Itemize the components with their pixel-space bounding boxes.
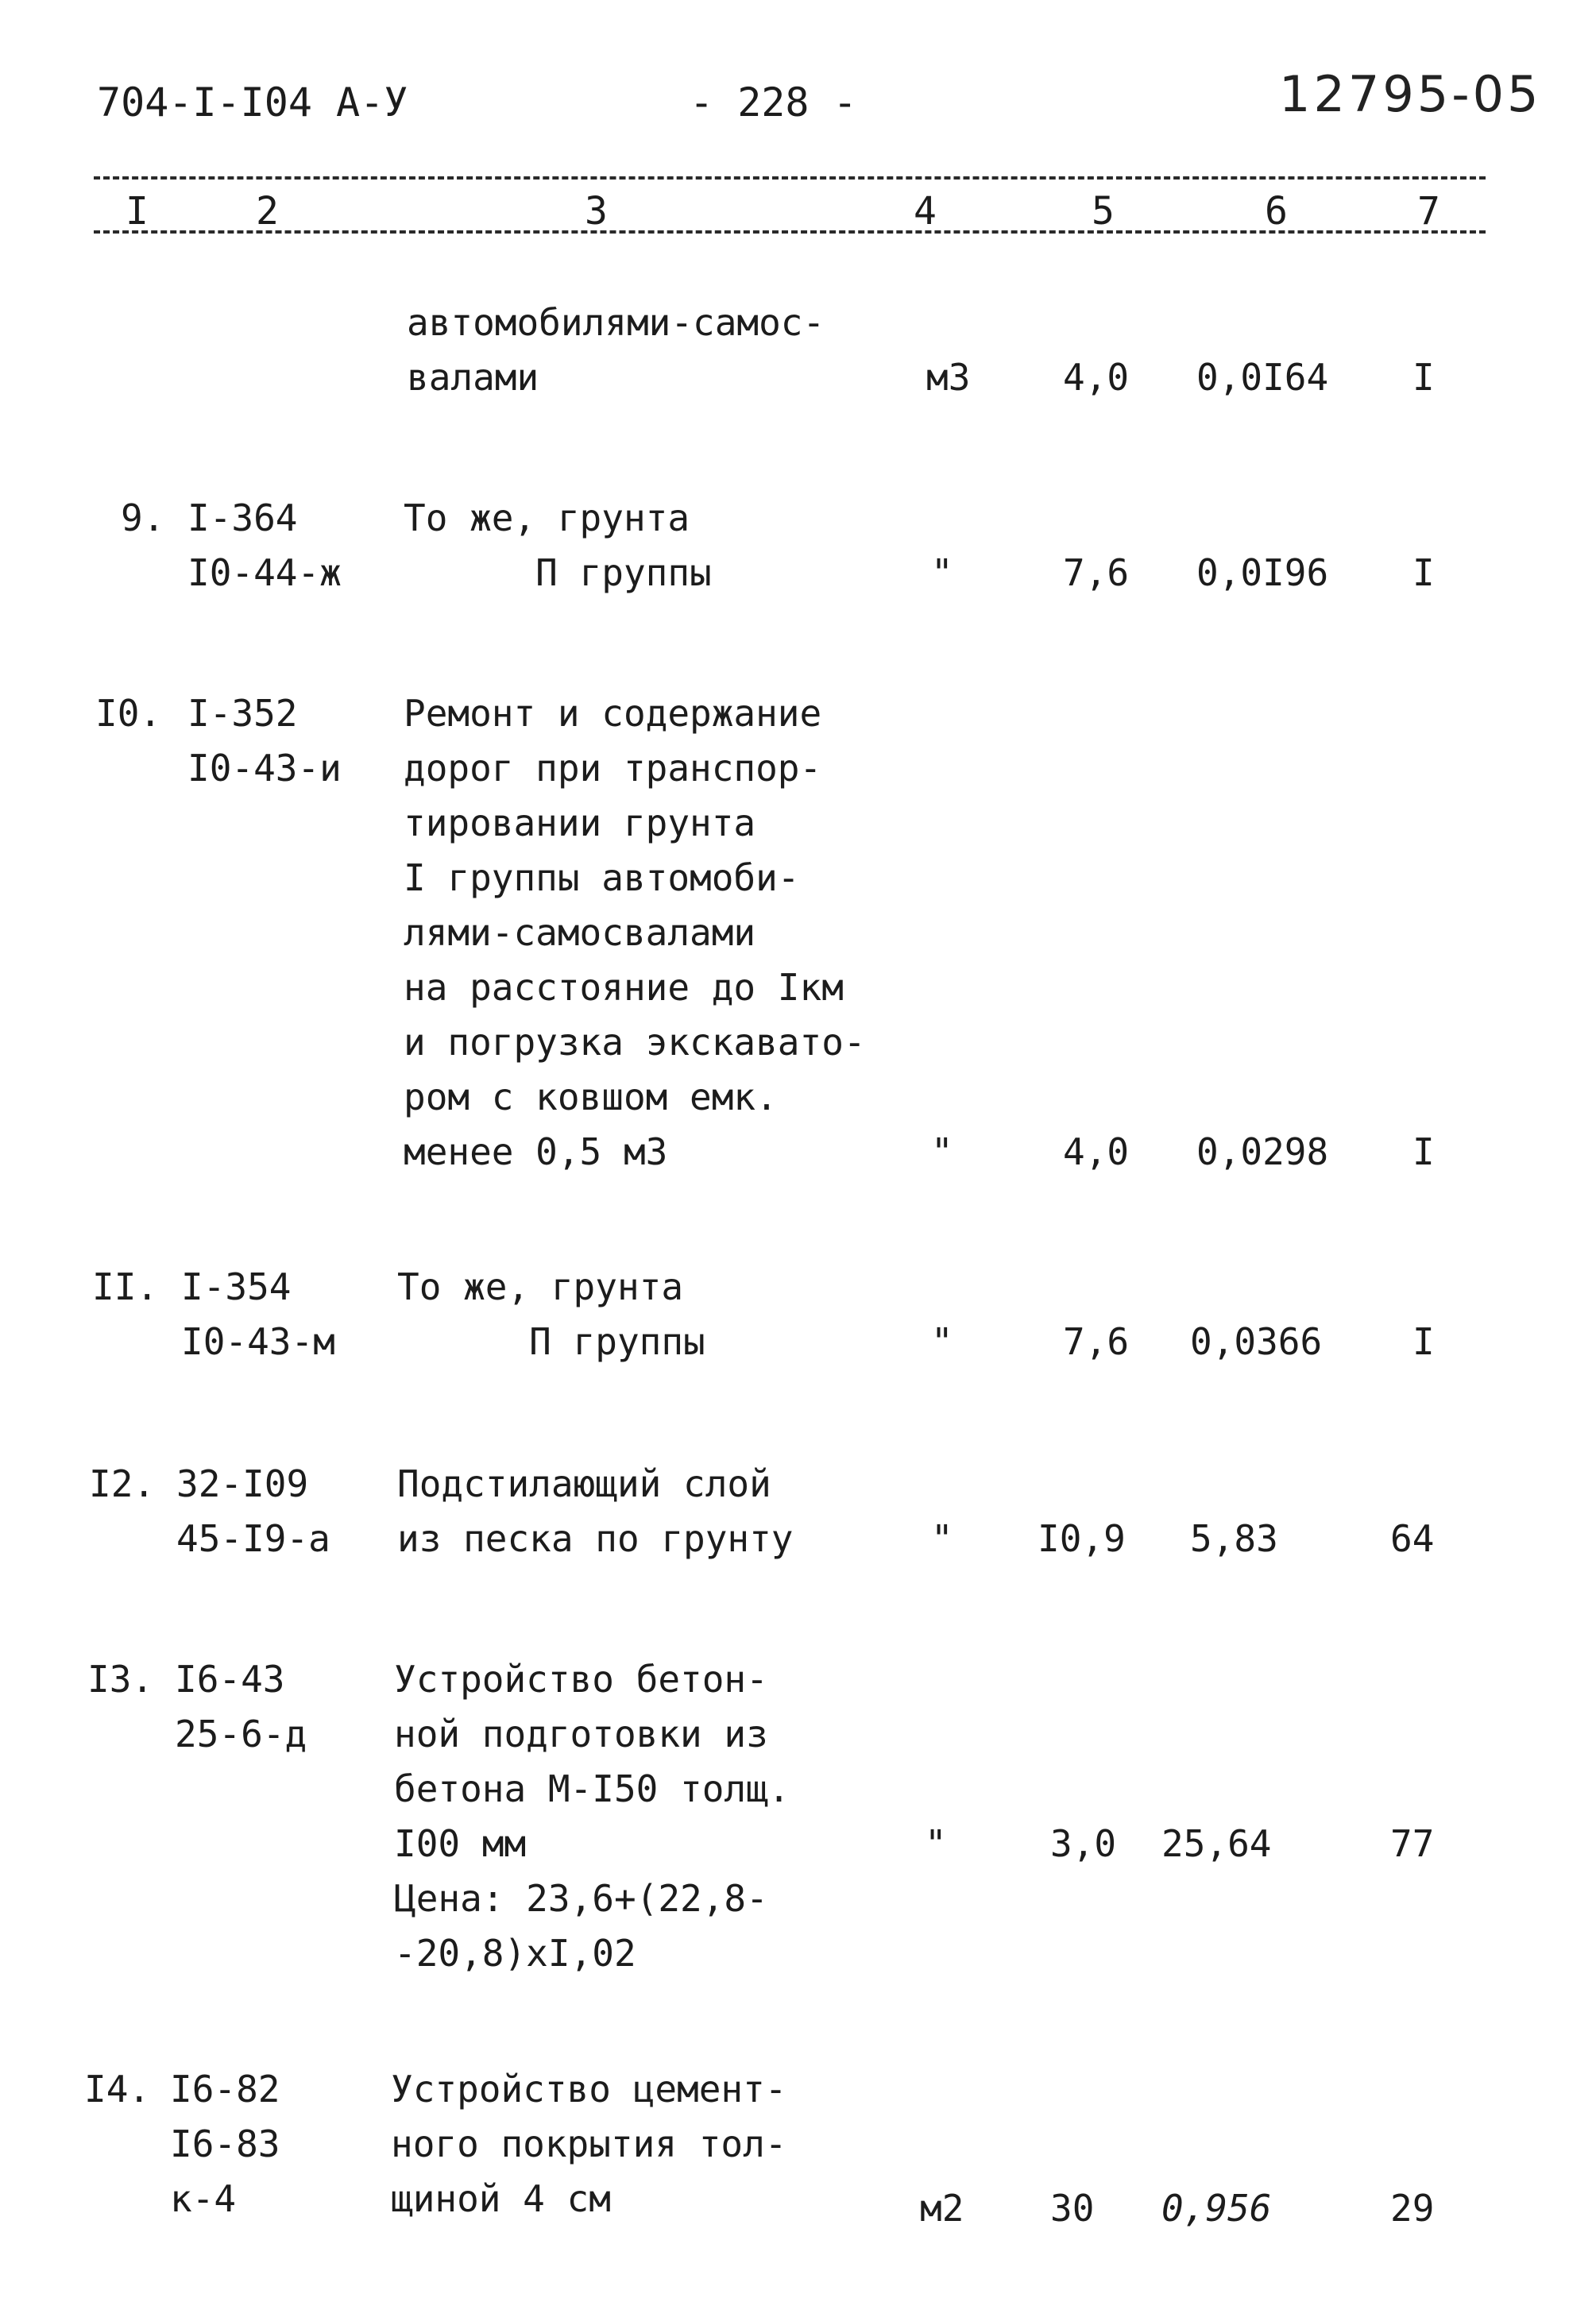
row-unit-price: 0,956: [1161, 2187, 1272, 2230]
row-unit: ": [931, 1130, 953, 1173]
column-number: 3: [585, 189, 608, 234]
row-total: I: [1412, 1320, 1435, 1363]
row-codes: I-352 I0-43-и: [187, 692, 342, 790]
row-unit-price: 0,0I64: [1196, 356, 1329, 399]
row-number: 9.: [121, 496, 165, 539]
header-rule-top: [94, 176, 1486, 180]
row-unit: м3: [926, 356, 971, 399]
row-total: 64: [1390, 1517, 1435, 1560]
column-number: I: [126, 189, 149, 234]
column-number: 7: [1417, 189, 1440, 234]
row-description: автомобилями-самос- валами: [407, 301, 825, 399]
row-quantity: I0,9: [1038, 1517, 1126, 1560]
page-number: - 228 -: [690, 79, 857, 126]
row-unit: ": [931, 1517, 953, 1560]
row-total: I: [1412, 551, 1435, 594]
row-total: I: [1412, 356, 1435, 399]
row-codes: I6-43 25-6-д: [175, 1658, 307, 1755]
row-codes: I-354 I0-43-м: [181, 1265, 335, 1363]
row-description: Подстилающий слой из песка по грунту: [397, 1462, 794, 1560]
column-number: 5: [1092, 189, 1115, 234]
row-description: Устройство цемент- ного покрытия тол- щиной 4 см: [391, 2068, 787, 2220]
row-description: То же, грунта П группы: [397, 1265, 705, 1363]
handwritten-code: 12795-05: [1279, 65, 1542, 123]
row-total: 77: [1390, 1822, 1435, 1865]
row-quantity: 4,0: [1063, 356, 1130, 399]
row-number: I3.: [87, 1658, 154, 1701]
row-number: I0.: [95, 692, 162, 735]
row-unit-price: 5,83: [1190, 1517, 1278, 1560]
row-unit-price: 0,0298: [1196, 1130, 1329, 1173]
row-unit-price: 0,0I96: [1196, 551, 1329, 594]
row-quantity: 7,6: [1063, 551, 1130, 594]
row-codes: I-364 I0-44-ж: [187, 496, 342, 594]
row-description: Устройство бетон- ной подготовки из бетона М-I50 толщ. I00 мм Цена: 23,6+(22,8- -20,8)хI,02: [394, 1658, 790, 1975]
column-number: 2: [256, 189, 279, 234]
row-codes: 32-I09 45-I9-а: [176, 1462, 330, 1560]
row-number: I4.: [84, 2068, 151, 2111]
row-description: Ремонт и содержание дорог при транспор- тировании грунта I группы автомоби- лями-самосвалами на расстояние до Iкм и погрузка экскавато- ром с ковшом емк. менее 0,5 м3: [404, 692, 866, 1173]
row-total: I: [1412, 1130, 1435, 1173]
row-codes: I6-82 I6-83 к-4: [170, 2068, 280, 2220]
row-quantity: 7,6: [1063, 1320, 1130, 1363]
row-unit-price: 25,64: [1161, 1822, 1272, 1865]
row-unit: м2: [920, 2187, 964, 2230]
column-number: 6: [1265, 189, 1288, 234]
row-unit: ": [931, 551, 953, 594]
row-unit: ": [931, 1320, 953, 1363]
column-number: 4: [914, 189, 937, 234]
row-unit-price: 0,0366: [1190, 1320, 1323, 1363]
document-code: 704-I-I04 А-У: [97, 79, 408, 126]
row-quantity: 4,0: [1063, 1130, 1130, 1173]
row-number: I2.: [89, 1462, 156, 1505]
row-unit: ": [925, 1822, 947, 1865]
row-quantity: 30: [1050, 2187, 1095, 2230]
row-number: II.: [92, 1265, 159, 1308]
row-description: То же, грунта П группы: [404, 496, 712, 594]
row-quantity: 3,0: [1050, 1822, 1117, 1865]
row-total: 29: [1390, 2187, 1435, 2230]
